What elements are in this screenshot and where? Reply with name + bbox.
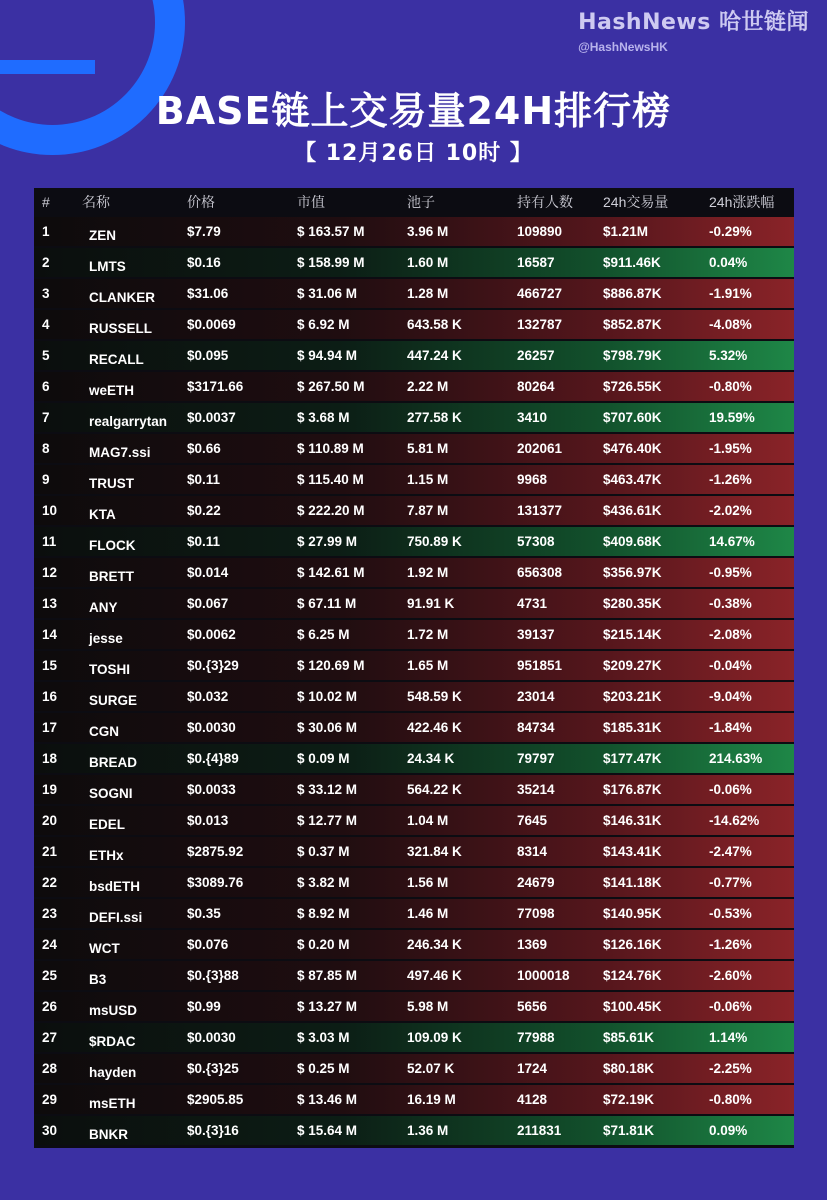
cell-price: $0.{3}25 (187, 1061, 239, 1076)
cell-change: -0.38% (709, 596, 752, 611)
cell-holders: 77988 (517, 1030, 555, 1045)
cell-pool: 52.07 K (407, 1061, 455, 1076)
cell-holders: 23014 (517, 689, 555, 704)
table-row (34, 868, 794, 897)
cell-volume: $886.87K (603, 286, 662, 301)
cell-index: 8 (42, 441, 50, 456)
cell-holders: 131377 (517, 503, 563, 518)
cell-market-cap: $ 267.50 M (297, 379, 365, 394)
cell-change: -14.62% (709, 813, 760, 828)
cell-name: BNKR (89, 1127, 128, 1142)
cell-volume: $911.46K (603, 255, 661, 270)
cell-index: 20 (42, 813, 58, 828)
cell-name: B3 (89, 972, 107, 987)
cell-price: $0.{3}16 (187, 1123, 239, 1138)
cell-holders: 39137 (517, 627, 555, 642)
cell-pool: 1.65 M (407, 658, 449, 673)
cell-volume: $409.68K (603, 534, 662, 549)
header-holders: 持有人数 (517, 193, 573, 210)
header-price: 价格 (187, 193, 215, 210)
cell-index: 13 (42, 596, 58, 611)
cell-change: 0.09% (709, 1123, 748, 1138)
table-header (34, 188, 794, 215)
cell-pool: 1.28 M (407, 286, 449, 301)
cell-index: 12 (42, 565, 58, 580)
cell-price: $0.0037 (187, 410, 236, 425)
cell-volume: $215.14K (603, 627, 662, 642)
cell-index: 19 (42, 782, 58, 797)
cell-name: CLANKER (89, 290, 155, 305)
cell-holders: 8314 (517, 844, 548, 859)
cell-price: $0.032 (187, 689, 229, 704)
cell-name: RECALL (89, 352, 144, 367)
header-index: # (42, 193, 50, 210)
cell-market-cap: $ 0.20 M (297, 937, 350, 952)
cell-volume: $176.87K (603, 782, 662, 797)
cell-holders: 16587 (517, 255, 555, 270)
cell-index: 23 (42, 906, 58, 921)
cell-price: $0.11 (187, 534, 221, 549)
table-row (34, 1054, 794, 1083)
cell-pool: 24.34 K (407, 751, 455, 766)
cell-holders: 35214 (517, 782, 555, 797)
cell-name: realgarrytan (89, 414, 168, 429)
table-row (34, 744, 794, 773)
cell-volume: $126.16K (603, 937, 662, 952)
brand-name: HashNews 哈世链闻 (578, 10, 809, 35)
cell-pool: 321.84 K (407, 844, 462, 859)
cell-price: $0.16 (187, 255, 221, 270)
table-row (34, 682, 794, 711)
ranking-table (34, 188, 794, 1148)
cell-market-cap: $ 15.64 M (297, 1123, 358, 1138)
cell-name: ZEN (89, 228, 116, 243)
page-subtitle: 【 12月26日 10时 】 (294, 141, 533, 166)
cell-holders: 24679 (517, 875, 555, 890)
table-row (34, 1023, 794, 1052)
cell-name: bsdETH (89, 879, 141, 894)
cell-change: 1.14% (709, 1030, 748, 1045)
cell-holders: 57308 (517, 534, 555, 549)
cell-volume: $852.87K (603, 317, 662, 332)
cell-holders: 109890 (517, 224, 563, 239)
page-title: BASE链上交易量24H排行榜 (155, 89, 672, 133)
cell-holders: 84734 (517, 720, 555, 735)
cell-volume: $141.18K (603, 875, 662, 890)
cell-price: $0.0062 (187, 627, 236, 642)
cell-change: 5.32% (709, 348, 748, 363)
cell-volume: $436.61K (603, 503, 662, 518)
cell-index: 10 (42, 503, 58, 518)
cell-volume: $143.41K (603, 844, 662, 859)
cell-change: -0.77% (709, 875, 752, 890)
table-row (34, 341, 794, 370)
cell-change: -0.29% (709, 224, 752, 239)
cell-name: jesse (89, 631, 123, 646)
cell-pool: 1.36 M (407, 1123, 449, 1138)
cell-market-cap: $ 163.57 M (297, 224, 365, 239)
cell-market-cap: $ 110.89 M (297, 441, 364, 456)
cell-holders: 5656 (517, 999, 548, 1014)
table-row (34, 372, 794, 401)
cell-holders: 132787 (517, 317, 563, 332)
cell-holders: 4128 (517, 1092, 548, 1107)
cell-holders: 79797 (517, 751, 555, 766)
cell-price: $2875.92 (187, 844, 244, 859)
table-row (34, 961, 794, 990)
cell-change: -2.47% (709, 844, 752, 859)
cell-name: BREAD (89, 755, 138, 770)
cell-market-cap: $ 67.11 M (297, 596, 357, 611)
cell-holders: 26257 (517, 348, 555, 363)
cell-market-cap: $ 30.06 M (297, 720, 358, 735)
cell-name: ETHx (89, 848, 124, 863)
table-row (34, 992, 794, 1021)
cell-change: -0.95% (709, 565, 752, 580)
brand-handle: @HashNewsHK (578, 40, 668, 54)
cell-index: 4 (42, 317, 50, 332)
cell-name: MAG7.ssi (89, 445, 151, 460)
cell-name: hayden (89, 1065, 137, 1080)
cell-change: -1.91% (709, 286, 752, 301)
cell-name: BRETT (89, 569, 134, 584)
cell-index: 14 (42, 627, 58, 642)
cell-price: $0.0030 (187, 720, 236, 735)
cell-name: SOGNI (89, 786, 133, 801)
cell-price: $0.35 (187, 906, 221, 921)
cell-price: $3171.66 (187, 379, 244, 394)
cell-index: 27 (42, 1030, 58, 1045)
cell-pool: 1.72 M (407, 627, 449, 642)
cell-pool: 5.98 M (407, 999, 449, 1014)
cell-volume: $146.31K (603, 813, 662, 828)
cell-change: -0.04% (709, 658, 752, 673)
cell-volume: $80.18K (603, 1061, 655, 1076)
cell-market-cap: $ 27.99 M (297, 534, 358, 549)
cell-market-cap: $ 0.25 M (297, 1061, 350, 1076)
cell-name: TRUST (89, 476, 134, 491)
cell-change: -2.60% (709, 968, 752, 983)
cell-market-cap: $ 0.09 M (297, 751, 350, 766)
table-row (34, 1116, 794, 1145)
cell-change: -0.80% (709, 1092, 752, 1107)
table-row (34, 217, 794, 246)
table-row (34, 806, 794, 835)
cell-change: -4.08% (709, 317, 752, 332)
cell-index: 28 (42, 1061, 58, 1076)
cell-name: SURGE (89, 693, 138, 708)
cell-holders: 466727 (517, 286, 563, 301)
cell-market-cap: $ 33.12 M (297, 782, 358, 797)
cell-market-cap: $ 120.69 M (297, 658, 365, 673)
cell-volume: $356.97K (603, 565, 662, 580)
cell-change: 0.04% (709, 255, 748, 270)
cell-holders: 202061 (517, 441, 563, 456)
cell-holders: 1369 (517, 937, 548, 952)
cell-change: -0.06% (709, 782, 752, 797)
cell-change: 214.63% (709, 751, 763, 766)
cell-holders: 77098 (517, 906, 555, 921)
cell-name: weETH (89, 383, 135, 398)
cell-index: 5 (42, 348, 50, 363)
cell-price: $0.11 (187, 472, 221, 487)
cell-change: -9.04% (709, 689, 752, 704)
cell-name: FLOCK (89, 538, 136, 553)
cell-volume: $1.21M (603, 224, 649, 239)
cell-price: $0.095 (187, 348, 229, 363)
cell-holders: 1000018 (517, 968, 570, 983)
table-row (34, 248, 794, 277)
header-volume: 24h交易量 (603, 193, 669, 210)
table-row (34, 558, 794, 587)
cell-pool: 447.24 K (407, 348, 462, 363)
table-row (34, 496, 794, 525)
cell-index: 7 (42, 410, 50, 425)
cell-index: 24 (42, 937, 58, 952)
cell-price: $7.79 (187, 224, 221, 239)
cell-holders: 9968 (517, 472, 548, 487)
table-row (34, 713, 794, 742)
cell-pool: 548.59 K (407, 689, 462, 704)
cell-index: 17 (42, 720, 58, 735)
cell-index: 25 (42, 968, 58, 983)
cell-index: 3 (42, 286, 50, 301)
table-row (34, 899, 794, 928)
cell-price: $0.076 (187, 937, 229, 952)
cell-change: -1.26% (709, 472, 752, 487)
header-pool: 池子 (407, 193, 435, 210)
cell-pool: 277.58 K (407, 410, 462, 425)
cell-change: -1.26% (709, 937, 752, 952)
table-row (34, 837, 794, 866)
cell-change: -2.08% (709, 627, 752, 642)
cell-market-cap: $ 13.46 M (297, 1092, 358, 1107)
cell-market-cap: $ 3.82 M (297, 875, 350, 890)
cell-index: 26 (42, 999, 58, 1014)
cell-index: 29 (42, 1092, 58, 1107)
cell-name: msETH (89, 1096, 136, 1111)
cell-volume: $100.45K (603, 999, 662, 1014)
cell-market-cap: $ 94.94 M (297, 348, 358, 363)
cell-volume: $185.31K (603, 720, 662, 735)
cell-change: -1.84% (709, 720, 752, 735)
cell-pool: 16.19 M (407, 1092, 456, 1107)
cell-change: -1.95% (709, 441, 752, 456)
cell-market-cap: $ 0.37 M (297, 844, 350, 859)
table-row (34, 1085, 794, 1114)
cell-pool: 5.81 M (407, 441, 449, 456)
cell-pool: 1.60 M (407, 255, 449, 270)
header-change: 24h涨跌幅 (709, 193, 775, 210)
cell-name: msUSD (89, 1003, 138, 1018)
cell-pool: 1.15 M (407, 472, 449, 487)
cell-volume: $463.47K (603, 472, 662, 487)
cell-holders: 951851 (517, 658, 563, 673)
table-body (34, 217, 794, 1145)
cell-price: $2905.85 (187, 1092, 244, 1107)
cell-holders: 1724 (517, 1061, 548, 1076)
cell-pool: 3.96 M (407, 224, 449, 239)
cell-price: $0.{4}89 (187, 751, 239, 766)
cell-pool: 2.22 M (407, 379, 449, 394)
cell-pool: 91.91 K (407, 596, 455, 611)
cell-pool: 1.56 M (407, 875, 449, 890)
cell-market-cap: $ 13.27 M (297, 999, 358, 1014)
cell-name: LMTS (89, 259, 126, 274)
cell-index: 6 (42, 379, 50, 394)
cell-market-cap: $ 222.20 M (297, 503, 365, 518)
cell-volume: $140.95K (603, 906, 662, 921)
cell-change: -0.53% (709, 906, 752, 921)
cell-price: $31.06 (187, 286, 229, 301)
cell-volume: $209.27K (603, 658, 662, 673)
cell-index: 11 (42, 534, 57, 549)
cell-market-cap: $ 115.40 M (297, 472, 364, 487)
cell-index: 15 (42, 658, 58, 673)
table-row (34, 527, 794, 556)
cell-holders: 7645 (517, 813, 548, 828)
cell-pool: 7.87 M (407, 503, 449, 518)
cell-market-cap: $ 6.25 M (297, 627, 350, 642)
table-row (34, 620, 794, 649)
cell-name: DEFI.ssi (89, 910, 143, 925)
cell-index: 2 (42, 255, 50, 270)
cell-pool: 1.46 M (407, 906, 449, 921)
cell-market-cap: $ 12.77 M (297, 813, 358, 828)
table-row (34, 930, 794, 959)
cell-market-cap: $ 10.02 M (297, 689, 358, 704)
cell-market-cap: $ 158.99 M (297, 255, 365, 270)
cell-volume: $124.76K (603, 968, 662, 983)
table-row (34, 651, 794, 680)
cell-market-cap: $ 3.03 M (297, 1030, 350, 1045)
cell-pool: 422.46 K (407, 720, 462, 735)
cell-index: 30 (42, 1123, 58, 1138)
cell-price: $0.99 (187, 999, 221, 1014)
cell-market-cap: $ 142.61 M (297, 565, 365, 580)
cell-index: 9 (42, 472, 50, 487)
cell-index: 21 (42, 844, 58, 859)
cell-name: EDEL (89, 817, 126, 832)
cell-market-cap: $ 31.06 M (297, 286, 358, 301)
cell-change: 19.59% (709, 410, 755, 425)
cell-price: $0.0069 (187, 317, 236, 332)
logo-bar-icon (0, 60, 95, 74)
cell-name: ANY (89, 600, 118, 615)
brand (578, 5, 809, 54)
cell-change: -2.02% (709, 503, 752, 518)
cell-pool: 246.34 K (407, 937, 462, 952)
cell-price: $0.013 (187, 813, 229, 828)
cell-volume: $280.35K (603, 596, 662, 611)
cell-index: 18 (42, 751, 58, 766)
table-row (34, 279, 794, 308)
cell-holders: 656308 (517, 565, 563, 580)
cell-change: -2.25% (709, 1061, 752, 1076)
cell-pool: 564.22 K (407, 782, 462, 797)
cell-price: $0.0033 (187, 782, 236, 797)
cell-holders: 80264 (517, 379, 555, 394)
cell-volume: $177.47K (603, 751, 662, 766)
cell-volume: $72.19K (603, 1092, 655, 1107)
cell-price: $0.{3}88 (187, 968, 239, 983)
cell-market-cap: $ 8.92 M (297, 906, 350, 921)
cell-price: $0.{3}29 (187, 658, 239, 673)
cell-market-cap: $ 3.68 M (297, 410, 350, 425)
table-row (34, 403, 794, 432)
cell-volume: $85.61K (603, 1030, 655, 1045)
cell-pool: 109.09 K (407, 1030, 462, 1045)
cell-volume: $726.55K (603, 379, 662, 394)
cell-holders: 211831 (517, 1123, 562, 1138)
cell-price: $0.067 (187, 596, 229, 611)
cell-market-cap: $ 87.85 M (297, 968, 358, 983)
cell-volume: $476.40K (603, 441, 662, 456)
cell-pool: 643.58 K (407, 317, 462, 332)
cell-pool: 497.46 K (407, 968, 462, 983)
cell-name: TOSHI (89, 662, 131, 677)
cell-name: RUSSELL (89, 321, 153, 336)
cell-holders: 4731 (517, 596, 548, 611)
cell-volume: $707.60K (603, 410, 662, 425)
cell-change: -0.80% (709, 379, 752, 394)
cell-pool: 1.92 M (407, 565, 449, 580)
cell-name: KTA (89, 507, 116, 522)
cell-index: 22 (42, 875, 58, 890)
cell-price: $3089.76 (187, 875, 244, 890)
cell-price: $0.014 (187, 565, 229, 580)
cell-holders: 3410 (517, 410, 548, 425)
cell-index: 1 (42, 224, 50, 239)
cell-name: $RDAC (89, 1034, 136, 1049)
cell-index: 16 (42, 689, 58, 704)
cell-change: -0.06% (709, 999, 752, 1014)
cell-volume: $71.81K (603, 1123, 655, 1138)
header-name: 名称 (82, 193, 110, 210)
cell-pool: 750.89 K (407, 534, 462, 549)
table-row (34, 310, 794, 339)
table-row (34, 434, 794, 463)
table-row (34, 775, 794, 804)
cell-price: $0.66 (187, 441, 221, 456)
header-market-cap: 市值 (297, 193, 325, 210)
cell-name: CGN (89, 724, 119, 739)
cell-market-cap: $ 6.92 M (297, 317, 350, 332)
cell-change: 14.67% (709, 534, 755, 549)
cell-name: WCT (89, 941, 120, 956)
cell-price: $0.22 (187, 503, 221, 518)
cell-price: $0.0030 (187, 1030, 236, 1045)
cell-volume: $203.21K (603, 689, 662, 704)
table-row (34, 589, 794, 618)
cell-volume: $798.79K (603, 348, 662, 363)
table-row (34, 465, 794, 494)
cell-pool: 1.04 M (407, 813, 449, 828)
